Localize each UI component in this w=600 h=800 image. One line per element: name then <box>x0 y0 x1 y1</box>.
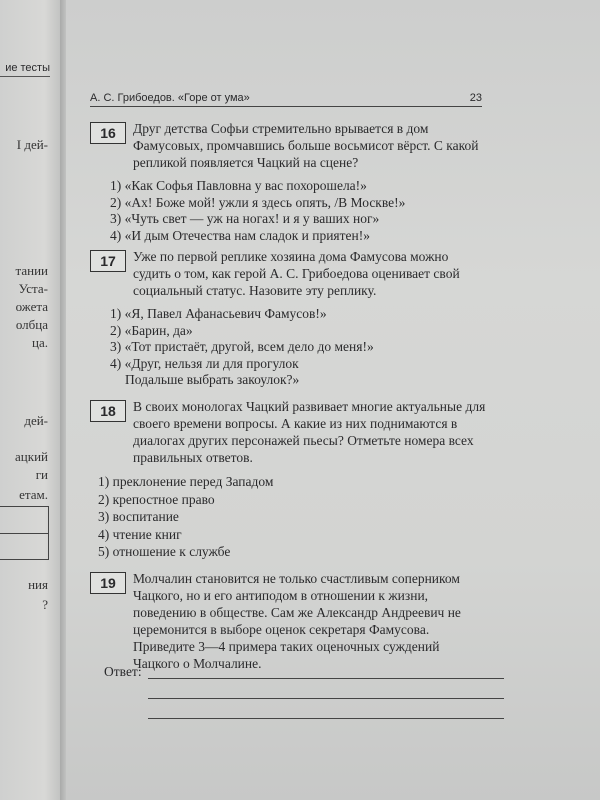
running-head <box>90 92 482 107</box>
left-fragment: етам. <box>19 487 48 502</box>
running-head-title: А. С. Грибоедов. «Горе от ума» <box>90 92 250 104</box>
left-fragment: олбца <box>15 317 48 332</box>
option: 2) крепостное право <box>98 491 215 507</box>
task-prompt: В своих монологах Чацкий развивает многие актуальные для своего времени вопросы. А какие из них поднимаются в диалогах других персонажей пьесы? Отметьте номера всех правильных ответов. <box>133 399 486 465</box>
answer-line[interactable] <box>148 698 504 699</box>
option: 5) отношение к службе <box>98 544 231 559</box>
left-fragment: ацкий <box>15 449 48 464</box>
task-number: 19 <box>90 572 126 594</box>
options-list <box>110 306 488 389</box>
left-fragment: ния <box>28 577 48 592</box>
option: 1) преклонение перед Западом <box>98 474 274 489</box>
left-fragment: I дей- <box>16 137 48 152</box>
answer-line[interactable] <box>148 718 504 719</box>
left-answer-table <box>0 506 49 560</box>
left-page-header: ие тесты <box>0 62 50 77</box>
options-list <box>110 178 488 244</box>
option: 2) «Ах! Боже мой! ужли я здесь опять, /В Москве!» <box>110 194 406 210</box>
option: 4) чтение книг <box>98 526 182 542</box>
task-prompt: Уже по первой реплике хозяина дома Фамусова можно судить о том, как герой А. С. Грибоедова оценивает свой социальный статус. Назовите эту реплику. <box>133 249 460 298</box>
option: 3) «Чуть свет — уж на ногах! и я у ваших ног» <box>110 211 380 226</box>
task-19 <box>90 570 488 672</box>
answer-area[interactable] <box>104 664 504 724</box>
left-page <box>0 0 64 800</box>
task-17 <box>90 248 488 389</box>
left-fragment: ца. <box>32 335 48 350</box>
answer-line[interactable] <box>148 678 504 679</box>
option: 3) «Тот пристаёт, другой, всем дело до меня!» <box>110 339 374 354</box>
option: 3) воспитание <box>98 509 179 524</box>
options-list <box>98 473 488 561</box>
task-number: 18 <box>90 400 126 422</box>
left-fragment: ги <box>35 467 48 482</box>
task-number: 16 <box>90 122 126 144</box>
answer-label: Ответ: <box>104 664 142 679</box>
task-16 <box>90 120 488 244</box>
option: 2) «Барин, да» <box>110 322 193 338</box>
left-fragment: дей- <box>24 413 48 428</box>
task-prompt: Молчалин становится не только счастливым соперником Чацкого, но и его антиподом в отношении к жизни, поведению в обществе. Сам же Александр Андреевич не церемонится в выборе оценок секретаря Фамусова. Приведите 3—4 примера таких оценочных суждений Чацкого о Молчалине. <box>133 571 461 671</box>
option: 1) «Как Софья Павловна у вас похорошела!» <box>110 178 367 193</box>
option: 1) «Я, Павел Афанасьевич Фамусов!» <box>110 306 327 321</box>
page-number: 23 <box>469 92 482 104</box>
option-continuation: Подальше выбрать закоулок?» <box>125 372 300 387</box>
option: 4) «И дым Отечества нам сладок и приятен!» <box>110 227 371 243</box>
left-fragment: ? <box>42 597 48 612</box>
task-prompt: Друг детства Софьи стремительно врывается в дом Фамусовых, промчавшись больше восьмисот вёрст. С какой репликой появляется Чацкий на сцене? <box>133 121 479 170</box>
left-fragment: тании <box>15 263 48 278</box>
left-fragment: Уста- <box>18 281 48 296</box>
task-number: 17 <box>90 250 126 272</box>
task-18 <box>90 398 488 561</box>
option: 4) «Друг, нельзя ли для прогулок <box>110 355 299 371</box>
left-fragment: ожета <box>15 299 48 314</box>
